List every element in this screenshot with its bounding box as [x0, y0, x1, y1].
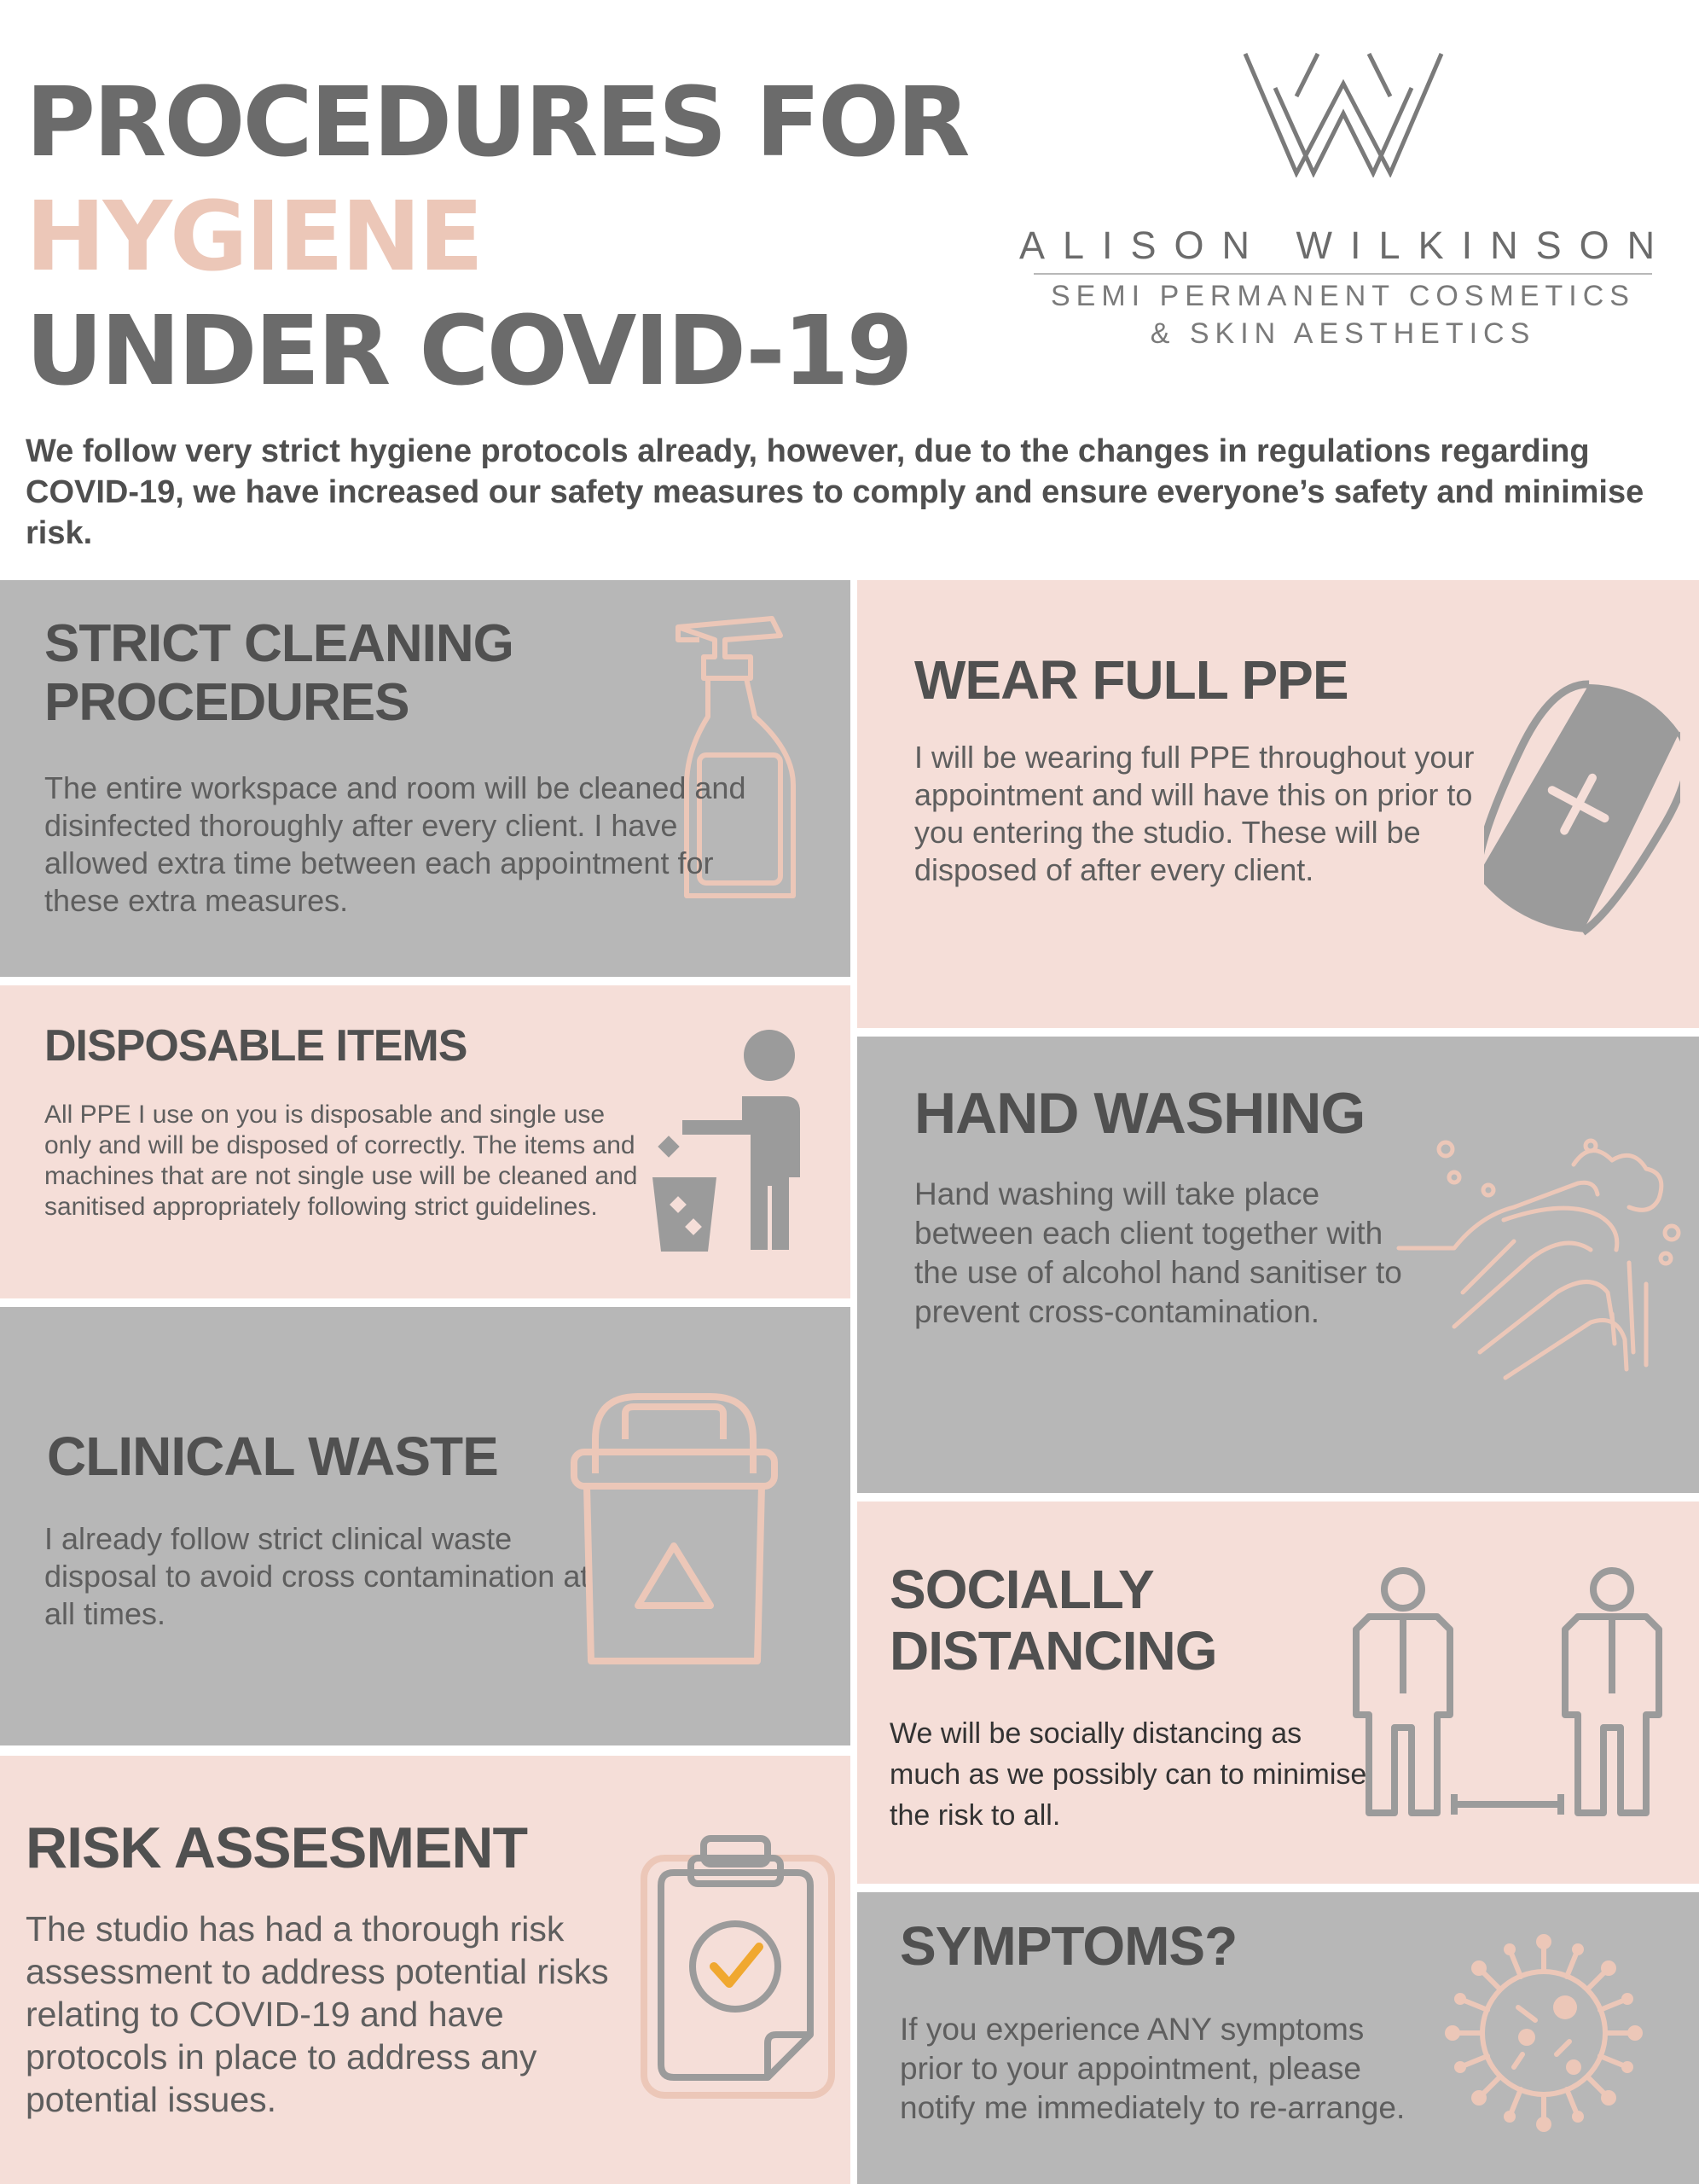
section-title-handwashing: HAND WASHING — [914, 1081, 1366, 1146]
section-body-disposable: All PPE I use on you is disposable and single use only and will be disposed of correctly. The items and machines that are not single use will be cleaned and sanitised appropriately following strict guidelines. — [44, 1101, 638, 1221]
section-body-clinical: I already follow strict clinical waste disposal to avoid cross contamination at all times. — [44, 1521, 589, 1631]
logo-subtitle-1: SEMI PERMANENT COSMETICS — [1051, 280, 1635, 312]
social-distance-icon — [1352, 1565, 1667, 1821]
title-line-1: PROCEDURES FOR — [26, 67, 968, 178]
panel-symptoms — [857, 1892, 1699, 2184]
section-title-cleaning: STRICT CLEANING PROCEDURES — [44, 614, 513, 733]
section-body-risk: The studio has had a thorough risk assessment to address potential risks relating to COVID-19 and have protocols in place to address any potential issues. — [26, 1909, 609, 2119]
section-body-symptoms: If you experience ANY symptoms prior to your appointment, please notify me immediately to re-arrange. — [900, 2012, 1406, 2125]
section-body-cleaning: The entire workspace and room will be cleaned and disinfected thoroughly after every client. I have allowed extra time between each appointment for these extra measures. — [44, 770, 746, 918]
section-title-ppe: WEAR FULL PPE — [914, 649, 1348, 711]
intro-text: We follow very strict hygiene protocols already, however, due to the changes in regulations regarding COVID-19, we have increased our safety measures to comply and ensure everyone’s safety and minimise risk. — [26, 433, 1644, 551]
logo-subtitle-2: & SKIN AESTHETICS — [1150, 317, 1536, 350]
face-mask-icon — [1484, 661, 1680, 951]
section-body-handwashing: Hand washing will take place between each client together with the use of alcohol hand sanitiser to prevent cross-contamination. — [914, 1176, 1402, 1329]
section-title-clinical: CLINICAL WASTE — [47, 1426, 498, 1487]
person-disposing-icon — [648, 1028, 810, 1254]
panel-disposable-items — [0, 985, 850, 1298]
panel-social-distancing — [857, 1502, 1699, 1884]
panel-strict-cleaning — [0, 580, 850, 977]
section-title-disposable: DISPOSABLE ITEMS — [44, 1021, 467, 1071]
virus-icon — [1437, 1926, 1650, 2140]
clipboard-check-icon — [640, 1834, 836, 2099]
hand-washing-icon — [1395, 1122, 1685, 1395]
panel-risk-assessment — [0, 1756, 850, 2184]
panel-hand-washing — [857, 1037, 1699, 1493]
title-line-2: HYGIENE — [26, 182, 482, 293]
section-body-ppe: I will be wearing full PPE throughout your appointment and will have this on prior to you entering the studio. These will be disposed of after every client. — [914, 740, 1475, 887]
section-body-distancing: We will be socially distancing as much as we possibly can to minimise the risk to all. — [890, 1717, 1367, 1832]
section-title-distancing: SOCIALLY DISTANCING — [890, 1559, 1217, 1682]
title-line-3: UNDER COVID-19 — [26, 296, 911, 407]
logo-name: ALISON WILKINSON — [1019, 224, 1673, 267]
panel-clinical-waste — [0, 1307, 850, 1745]
clinical-waste-bin-icon — [570, 1388, 779, 1670]
logo-monogram-icon — [1241, 49, 1446, 177]
section-title-risk: RISK ASSESMENT — [26, 1815, 528, 1880]
panel-wear-ppe — [857, 580, 1699, 1028]
logo-divider — [1034, 273, 1652, 275]
section-title-symptoms: SYMPTOMS? — [900, 1915, 1238, 1977]
